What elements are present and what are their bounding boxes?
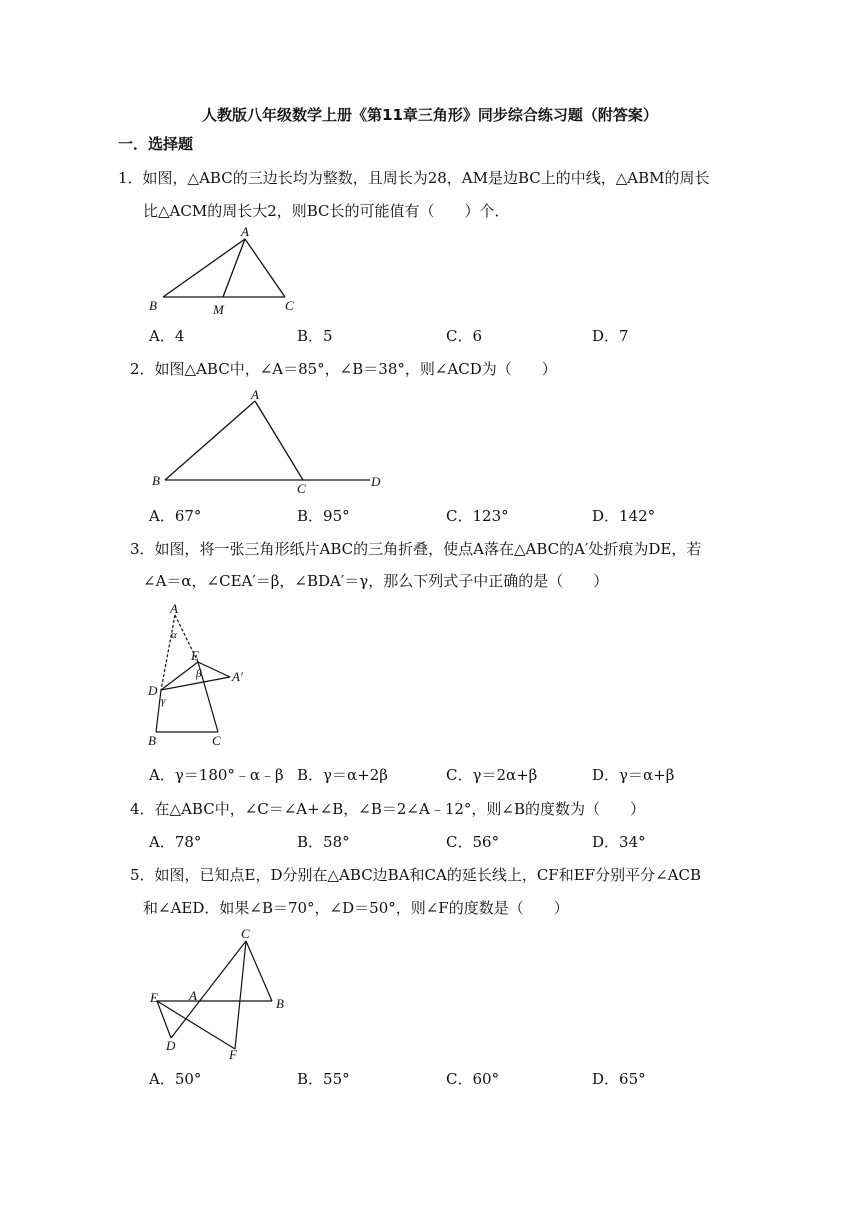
q1-option-c[interactable]: C．6 xyxy=(446,327,483,345)
q2-figure xyxy=(145,385,395,495)
q1-label-b: B xyxy=(149,298,157,313)
q3-option-a[interactable]: A．γ＝180°﹣α﹣β xyxy=(149,766,284,784)
q3-figure xyxy=(140,600,270,750)
q3-option-d[interactable]: D．γ＝α+β xyxy=(592,766,675,784)
q5-label-f: F xyxy=(229,1047,237,1062)
section-heading: 一．选择题 xyxy=(118,135,194,153)
q2-label-d: D xyxy=(371,474,381,489)
q5-option-b[interactable]: B．55° xyxy=(297,1070,350,1088)
q1-label-a: A xyxy=(241,224,249,239)
q5-option-c[interactable]: C．60° xyxy=(446,1070,500,1088)
q3-option-b[interactable]: B．γ＝α+2β xyxy=(297,766,388,784)
q1-option-a[interactable]: A．4 xyxy=(149,327,185,345)
q2-option-b[interactable]: B．95° xyxy=(297,507,350,525)
q4-text-line1: 4．在△ABC中，∠C＝∠A+∠B，∠B＝2∠A﹣12°，则∠B的度数为（ ） xyxy=(130,800,646,818)
q1-option-d[interactable]: D．7 xyxy=(592,327,629,345)
q3-label-beta: β xyxy=(196,668,202,680)
q5-text-line2: 和∠AED．如果∠B＝70°，∠D＝50°，则∠F的度数是（ ） xyxy=(143,899,569,917)
q3-label-alpha: α xyxy=(171,629,177,641)
q4-option-c[interactable]: C．56° xyxy=(446,833,500,851)
q5-label-c: C xyxy=(241,926,250,941)
q5-label-d: D xyxy=(166,1038,176,1053)
q3-label-gamma: γ xyxy=(161,695,166,707)
q1-figure xyxy=(140,222,320,322)
page-title: 人教版八年级数学上册《第11章三角形》同步综合练习题（附答案） xyxy=(202,106,658,124)
q5-label-a: A xyxy=(189,988,197,1003)
q2-option-a[interactable]: A．67° xyxy=(149,507,202,525)
q3-text-line2: ∠A＝α，∠CEA′＝β，∠BDA′＝γ，那么下列式子中正确的是（ ） xyxy=(143,572,609,590)
q2-label-c: C xyxy=(297,481,306,496)
q2-option-c[interactable]: C．123° xyxy=(446,507,509,525)
q3-label-a: A xyxy=(170,601,178,616)
q5-figure xyxy=(140,925,300,1065)
q1-text-line1: 1．如图，△ABC的三边长均为整数，且周长为28，AM是边BC上的中线，△ABM的周长 xyxy=(118,169,710,187)
q3-label-d: D xyxy=(148,683,158,698)
q3-label-c: C xyxy=(212,733,221,748)
q2-label-a: A xyxy=(251,387,259,402)
q3-text-line1: 3．如图，将一张三角形纸片ABC的三角折叠，使点A落在△ABC的A′处折痕为DE，若 xyxy=(130,540,702,558)
q5-label-e: E xyxy=(150,990,158,1005)
q1-label-m: M xyxy=(213,302,224,317)
q3-label-b: B xyxy=(148,733,156,748)
q2-label-b: B xyxy=(152,473,160,488)
q4-option-b[interactable]: B．58° xyxy=(297,833,350,851)
q1-text-line2: 比△ACM的周长大2，则BC长的可能值有（ ）个． xyxy=(143,202,510,220)
q5-text-line1: 5．如图，已知点E，D分别在△ABC边BA和CA的延长线上，CF和EF分别平分∠ACB xyxy=(130,866,701,884)
q3-label-e: E xyxy=(191,648,199,663)
q5-option-d[interactable]: D．65° xyxy=(592,1070,646,1088)
q1-option-b[interactable]: B．5 xyxy=(297,327,333,345)
q5-label-b: B xyxy=(276,996,284,1011)
q1-label-c: C xyxy=(285,298,294,313)
q2-option-d[interactable]: D．142° xyxy=(592,507,656,525)
q2-text-line1: 2．如图△ABC中，∠A＝85°，∠B＝38°，则∠ACD为（ ） xyxy=(130,360,557,378)
q5-option-a[interactable]: A．50° xyxy=(149,1070,202,1088)
q4-option-a[interactable]: A．78° xyxy=(149,833,202,851)
q4-option-d[interactable]: D．34° xyxy=(592,833,646,851)
q3-label-a-prime: A′ xyxy=(232,669,243,684)
q3-option-c[interactable]: C．γ＝2α+β xyxy=(446,766,538,784)
